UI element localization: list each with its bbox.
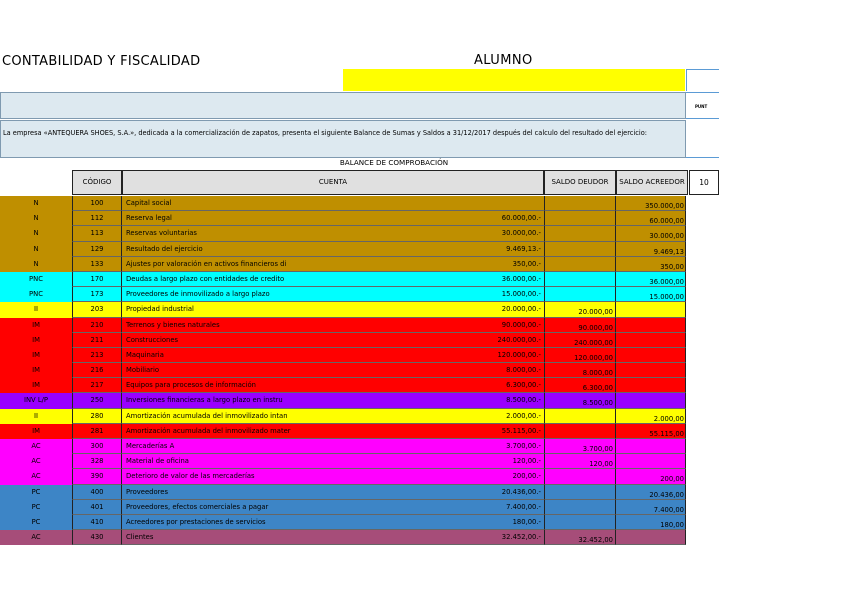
subject-title: CONTABILIDAD Y FISCALIDAD	[2, 54, 201, 69]
account-code-cell: 173	[72, 287, 122, 302]
debit-balance-cell[interactable]	[544, 409, 616, 424]
account-code-cell: 112	[72, 211, 122, 226]
table-row	[0, 257, 690, 272]
debit-balance-cell[interactable]: 8.000,00	[544, 363, 616, 378]
credit-balance-cell[interactable]: 350,00	[616, 257, 686, 272]
account-name-cell: Terrenos y bienes naturales	[122, 318, 544, 333]
grade-cell-top	[686, 69, 719, 91]
account-name-cell: Propiedad industrial	[122, 302, 544, 317]
balance-table-body	[0, 196, 690, 545]
debit-balance-cell[interactable]	[544, 515, 616, 530]
account-code-cell: 210	[72, 318, 122, 333]
table-row	[0, 378, 690, 393]
account-code-cell: 129	[72, 242, 122, 257]
credit-balance-cell[interactable]: 36.000,00	[616, 272, 686, 287]
account-type-cell: IM	[0, 424, 72, 439]
account-code-cell: 400	[72, 485, 122, 500]
account-amount-cell: 8.000,00.-	[506, 366, 541, 375]
account-name-cell: Mercaderías A	[122, 439, 544, 454]
account-amount-cell	[122, 196, 544, 211]
credit-balance-cell[interactable]: 30.000,00	[616, 226, 686, 241]
table-row	[0, 333, 690, 348]
table-row	[0, 363, 690, 378]
account-name-cell: Proveedores de inmovilizado a largo plazo	[122, 287, 544, 302]
account-type-cell: II	[0, 409, 72, 424]
account-type-cell: AC	[0, 469, 72, 484]
student-name-field[interactable]	[343, 69, 685, 91]
debit-balance-cell[interactable]: 20.000,00	[544, 302, 616, 317]
account-amount-cell: 200,00.-	[512, 472, 541, 481]
credit-balance-cell[interactable]: 20.436,00	[616, 485, 686, 500]
credit-balance-cell[interactable]	[616, 378, 686, 393]
table-row	[0, 515, 690, 530]
account-name-cell: Reservas voluntarias	[122, 226, 544, 241]
account-code-cell: 410	[72, 515, 122, 530]
credit-balance-cell[interactable]	[616, 302, 686, 317]
credit-balance-cell[interactable]	[616, 363, 686, 378]
account-name-cell: Clientes	[122, 530, 544, 545]
table-row	[0, 211, 690, 226]
account-amount-cell: 20.000,00.-	[501, 305, 541, 314]
info-band	[0, 92, 686, 119]
column-header-credit: SALDO ACREEDOR	[616, 170, 688, 195]
debit-balance-cell[interactable]	[544, 272, 616, 287]
account-amount-cell: 15.000,00.-	[501, 290, 541, 299]
column-header-account: CUENTA	[122, 170, 544, 195]
debit-balance-cell[interactable]	[544, 424, 616, 439]
credit-balance-cell[interactable]: 2.000,00	[616, 409, 686, 424]
account-name-cell: Acreedores por prestaciones de servicios	[122, 515, 544, 530]
account-amount-cell: 9.469,13.-	[506, 244, 541, 253]
account-name-cell: Inversiones financieras a largo plazo en instru	[122, 393, 544, 408]
account-type-cell: IM	[0, 348, 72, 363]
debit-balance-cell[interactable]: 32.452,00	[544, 530, 616, 545]
account-amount-cell: 60.000,00.-	[501, 214, 541, 223]
account-type-cell: N	[0, 196, 72, 211]
credit-balance-cell[interactable]: 60.000,00	[616, 211, 686, 226]
account-name-cell: Resultado del ejercicio	[122, 242, 544, 257]
account-amount-cell: 6.300,00.-	[506, 381, 541, 390]
account-amount-cell: 8.500,00.-	[506, 396, 541, 405]
account-code-cell: 430	[72, 530, 122, 545]
debit-balance-cell[interactable]: 8.500,00	[544, 393, 616, 408]
account-amount-cell: 7.400,00.-	[506, 502, 541, 511]
credit-balance-cell[interactable]	[616, 454, 686, 469]
table-row	[0, 439, 690, 454]
credit-balance-cell[interactable]: 180,00	[616, 515, 686, 530]
grade-cell-bottom	[686, 120, 719, 158]
column-header-debit: SALDO DEUDOR	[544, 170, 616, 195]
account-amount-cell: 32.452,00.-	[501, 533, 541, 542]
account-name-cell: Equipos para procesos de información	[122, 378, 544, 393]
debit-balance-cell[interactable]: 90.000,00	[544, 318, 616, 333]
debit-balance-cell[interactable]	[544, 242, 616, 257]
debit-balance-cell[interactable]	[544, 469, 616, 484]
table-title: BALANCE DE COMPROBACIÓN	[339, 158, 449, 167]
account-name-cell: Reserva legal	[122, 211, 544, 226]
account-code-cell: 213	[72, 348, 122, 363]
account-name-cell: Capital social	[122, 196, 544, 211]
table-row	[0, 393, 690, 408]
account-code-cell: 203	[72, 302, 122, 317]
debit-balance-cell[interactable]: 120,00	[544, 454, 616, 469]
page-number: 10	[689, 170, 719, 195]
account-amount-cell: 3.700,00.-	[506, 442, 541, 450]
debit-balance-cell[interactable]: 6.300,00	[544, 378, 616, 393]
account-type-cell: N	[0, 211, 72, 226]
account-name-cell: Proveedores	[122, 485, 544, 500]
account-name-cell: Proveedores, efectos comerciales a pagar	[122, 500, 544, 515]
account-code-cell: 281	[72, 424, 122, 439]
account-type-cell: AC	[0, 439, 72, 454]
table-row	[0, 424, 690, 439]
account-name-cell: Maquinaria	[122, 348, 544, 363]
table-row	[0, 469, 690, 484]
account-amount-cell: 120.000,00.-	[497, 350, 541, 359]
credit-balance-cell[interactable]: 350.000,00	[616, 196, 686, 211]
account-amount-cell: 240.000,00.-	[497, 335, 541, 344]
table-row	[0, 272, 690, 287]
account-name-cell: Deterioro de valor de las mercaderías	[122, 469, 544, 484]
account-type-cell: INV L/P	[0, 393, 72, 408]
account-type-cell: PNC	[0, 287, 72, 302]
account-code-cell: 133	[72, 257, 122, 272]
account-amount-cell: 120,00.-	[512, 457, 541, 466]
table-row	[0, 348, 690, 363]
account-amount-cell: 55.115,00.-	[501, 426, 541, 435]
account-code-cell: 216	[72, 363, 122, 378]
debit-balance-cell[interactable]: 120.000,00	[544, 348, 616, 363]
table-row	[0, 226, 690, 241]
account-type-cell: N	[0, 257, 72, 272]
debit-balance-cell[interactable]: 3.700,00	[544, 439, 616, 454]
table-row	[0, 242, 690, 257]
table-row	[0, 530, 690, 545]
table-row	[0, 196, 690, 211]
table-row	[0, 500, 690, 515]
credit-balance-cell[interactable]	[616, 318, 686, 333]
account-amount-cell: 180,00.-	[512, 517, 541, 526]
account-code-cell: 280	[72, 409, 122, 424]
account-type-cell: PC	[0, 485, 72, 500]
account-type-cell: AC	[0, 530, 72, 545]
table-row	[0, 302, 690, 317]
account-type-cell: PC	[0, 500, 72, 515]
table-row	[0, 409, 690, 424]
credit-balance-cell[interactable]: 55.115,00	[616, 424, 686, 439]
account-type-cell: IM	[0, 318, 72, 333]
table-row	[0, 318, 690, 333]
account-type-cell: AC	[0, 454, 72, 469]
debit-balance-cell[interactable]	[544, 287, 616, 302]
account-amount-cell: 20.436,00.-	[501, 487, 541, 496]
punt-label: PUNT	[686, 92, 719, 119]
account-amount-cell: 90.000,00.-	[501, 320, 541, 329]
account-name-cell: Material de oficina	[122, 454, 544, 469]
debit-balance-cell[interactable]	[544, 500, 616, 515]
account-code-cell: 390	[72, 469, 122, 484]
account-code-cell: 217	[72, 378, 122, 393]
account-name-cell: Ajustes por valoración en activos financieros di	[122, 257, 544, 272]
account-name-cell: Deudas a largo plazo con entidades de credito	[122, 272, 544, 287]
account-amount-cell: 30.000,00.-	[501, 229, 541, 238]
account-name-cell: Amortización acumulada del inmovilizado mater	[122, 424, 544, 439]
account-code-cell: 250	[72, 393, 122, 408]
account-amount-cell: 350,00.-	[512, 259, 541, 268]
account-type-cell: IM	[0, 378, 72, 393]
account-code-cell: 170	[72, 272, 122, 287]
account-type-cell: PNC	[0, 272, 72, 287]
account-type-cell: N	[0, 242, 72, 257]
credit-balance-cell[interactable]	[616, 348, 686, 363]
debit-balance-cell[interactable]	[544, 257, 616, 272]
credit-balance-cell[interactable]	[616, 393, 686, 408]
account-code-cell: 113	[72, 226, 122, 241]
account-code-cell: 401	[72, 500, 122, 515]
account-type-cell: II	[0, 302, 72, 317]
debit-balance-cell[interactable]	[544, 226, 616, 241]
account-code-cell: 328	[72, 454, 122, 469]
credit-balance-cell[interactable]: 9.469,13	[616, 242, 686, 257]
account-name-cell: Mobiliario	[122, 363, 544, 378]
account-amount-cell: 36.000,00.-	[501, 274, 541, 283]
credit-balance-cell[interactable]: 200,00	[616, 469, 686, 484]
debit-balance-cell[interactable]	[544, 211, 616, 226]
credit-balance-cell[interactable]	[616, 530, 686, 545]
credit-balance-cell[interactable]: 7.400,00	[616, 500, 686, 515]
account-code-cell: 100	[72, 196, 122, 211]
account-type-cell: N	[0, 226, 72, 241]
alumno-label: ALUMNO	[474, 53, 533, 68]
table-row	[0, 287, 690, 302]
account-amount-cell: 2.000,00.-	[506, 411, 541, 420]
account-name-cell: Construcciones	[122, 333, 544, 348]
account-code-cell: 211	[72, 333, 122, 348]
credit-balance-cell[interactable]	[616, 439, 686, 454]
debit-balance-cell[interactable]	[544, 485, 616, 500]
table-row	[0, 485, 690, 500]
exercise-description: La empresa «ANTEQUERA SHOES, S.A.», dedicada a la comercialización de zapatos, presenta el siguiente Balance de Sumas y Saldos a 31/12/2017 después del calculo del resultado del ejercicio:	[0, 120, 686, 158]
account-name-cell: Amortización acumulada del inmovilizado intan	[122, 409, 544, 424]
account-type-cell: PC	[0, 515, 72, 530]
table-row	[0, 454, 690, 469]
account-type-cell: IM	[0, 363, 72, 378]
column-header-code: CÓDIGO	[72, 170, 122, 195]
debit-balance-cell[interactable]: 240.000,00	[544, 333, 616, 348]
debit-balance-cell[interactable]	[544, 196, 616, 211]
account-type-cell: IM	[0, 333, 72, 348]
credit-balance-cell[interactable]	[616, 333, 686, 348]
credit-balance-cell[interactable]: 15.000,00	[616, 287, 686, 302]
account-code-cell: 300	[72, 439, 122, 454]
